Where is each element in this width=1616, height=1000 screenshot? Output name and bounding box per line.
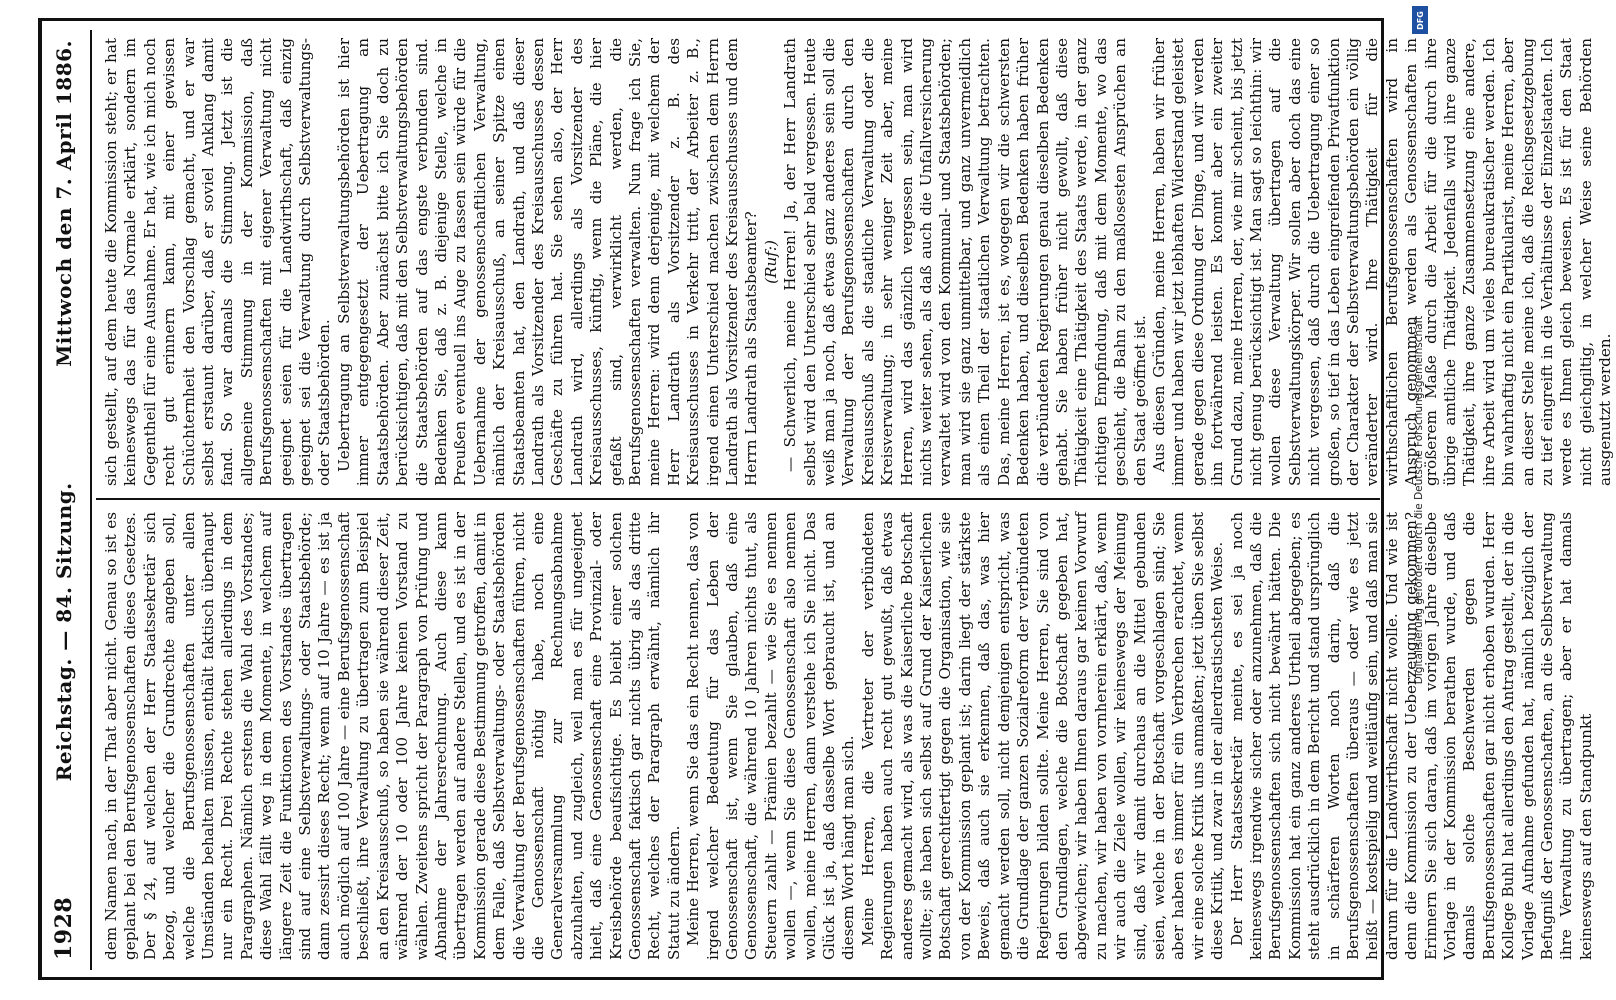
paragraph: sich gestellt, auf dem heute die Kommission steht; er hat keineswegs das für das Normale erklärt, sondern im Gegentheil für eine Ausnahme. Er hat, wie ich mich noch recht gut erinnern kann, mit einer gewissen Schüchternheit den Vorschlag gemacht, und er war selbst erstaunt darüber, daß er soviel Anklang damit fand. So war damals die Stimmung. Jetzt ist die allgemeine Stimmung in der Kommission, daß Berufsgenossenschaften mit eigener Verwaltung nicht geeignet seien für die Landwirthschaft, daß einzig geeignet sei die Verwaltung durch Selbstverwaltungs- oder Staatsbehörden.	[102, 38, 334, 486]
paragraph: Der Herr Staatssekretär meinte, es sei ja noch keineswegs irgendwie sicher oder anzunehmen, daß die Berufsgenossenschaften sich nicht bewährt hätten. Die Kommission hat ein ganz anderes Urtheil abgegeben; es steht ausdrücklich in dem Bericht und stand ursprünglich in schärferen Worten noch darin, daß die Berufsgenossenschaften überaus — oder wie es jetzt heißt — kostspielig und weitläufig sein, und daß man sie darum für die Landwirthschaft nicht wolle. Und wie ist denn die Kommission zu der Ueberzeugung gekommen? Erinnern Sie sich daran, daß im vorigen Jahre dieselbe Vorlage in der Kommission berathen wurde, und daß damals solche Beschwerden gegen die Berufsgenossenschaften gar nicht erhoben wurden. Herr Kollege Buhl hat allerdings den Antrag gestellt, der in die Vorlage Aufnahme gefunden hat, nämlich bezüglich der Befugniß der Genossenschaften, an die Selbstverwaltung ihre Verwaltung zu übertragen; aber er hat damals keineswegs auf den Standpunkt	[1227, 512, 1595, 960]
page-number: 1928	[51, 896, 77, 960]
session-date: Mittwoch den 7. April 1886.	[52, 40, 76, 367]
paragraph: Meine Herren, wenn Sie das ein Recht nennen, das von irgend welcher Bedeutung für das Leben der Genossenschaft ist, wenn Sie glauben, daß eine Genossenschaft, die während 10 Jahren nichts thut, als Steuern zahlt — Prämien bezahlt — wie Sie es nennen wollen —, wenn Sie diese Genossenschaft also nennen wollen, meine Herren, dann verstehe ich Sie nicht. Das Glück ist ja, daß dasselbe Wort gebraucht ist, und an diesem Wort hängt man sich.	[684, 512, 858, 960]
interjection: (Ruf:)	[761, 240, 780, 284]
paragraph: dem Namen nach, in der That aber nicht. Genau so ist es geplant bei den Berufsgenossenschaften dieses Gesetzes. Der § 24, auf welchen der Herr Staatssekretär sich bezog, und welcher die Grundrechte angeben soll, welche die Berufsgenossenschaften unter allen Umständen behalten müssen, enthält faktisch überhaupt nur ein Recht. Drei Rechte stehen allerdings in dem Paragraphen. Nämlich erstens die Wahl des Vorstandes; diese Wahl fällt weg in dem Momente, in welchem auf längere Zeit die Funktionen des Vorstandes übertragen sind auf eine Selbstverwaltungs- oder Staatsbehörde; dann zessirt dieses Recht; wenn auf 10 Jahre — es ist ja auch möglich auf 100 Jahre — eine Berufsgenossenschaft beschließt, ihre Verwaltung zu übertragen zum Beispiel an den Kreisausschuß, so haben sie während dieser Zeit, während der 10 oder 100 Jahre keinen Vorstand zu wählen. Zweitens spricht der Paragraph von Prüfung und Abnahme der Jahresrechnung. Auch diese kann übertragen werden auf andere Stellen, und es ist in der Kommission gerade diese Bestimmung getroffen, damit in dem Falle, daß Selbstverwaltungs- oder Staatsbehörden die Verwaltung der Berufsgenossenschaften führen, nicht die Genossenschaft nöthig habe, noch eine Generalversammlung zur Rechnungsabnahme abzuhalten, und zugleich, weil man es für ungeeignet hielt, daß eine Genossenschaft eine Provinzial- oder Kreisbehörde beaufsichtige. Es bleibt einer solchen Genossenschaft faktisch gar nichts übrig als das dritte Recht, welches der Paragraph erwähnt, nämlich ihr Statut zu ändern.	[102, 512, 683, 960]
right-column	[102, 38, 1615, 486]
page-header	[42, 40, 86, 960]
paragraph: Uebertragung an Selbstverwaltungsbehörden ist hier immer entgegengesetzt der Uebertragung an Staatsbehörden. Aber zunächst bitte ich Sie doch zu berücksichtigen, daß mit den Selbstverwaltungsbehörden die Staatsbehörden auf das engste verbunden sind. Bedenken Sie, daß z. B. diejenige Stelle, welche in Preußen eventuell ins Auge zu fassen sein würde für die Uebernahme der genossenschaftlichen Verwaltung, nämlich der Kreisausschuß, an seiner Spitze einen Staatsbeamten hat, den Landrath, und daß dieser Landrath als Vorsitzender des Kreisausschusses dessen Geschäfte zu führen hat. Sie sehen also, der Herr Landrath wird, allerdings als Vorsitzender des Kreisausschusses, künftig, wenn die Pläne, die hier gefaßt sind, verwirklicht werden, die Berufsgenossenschaften verwalten. Nun frage ich Sie, meine Herren: wird denn derjenige, mit welchem der Herr Landrath als Vorsitzender z. B. des Kreisausschusses in Verkehr tritt, der Arbeiter z. B., irgend einen Unterschied machen zwischen dem Herrn Landrath als Vorsitzender des Kreisausschusses und dem Herrn Landrath als Staatsbeamter?	[334, 38, 761, 486]
column-divider	[96, 498, 1380, 500]
dfg-logo	[1412, 6, 1428, 34]
paragraph: Aus diesen Gründen, meine Herren, haben wir früher immer und haben wir jetzt lebhaften Widerstand geleistet gerade gegen diese Ordnung der Dinge, und wir werden ihn fortwährend leisten. Es kommt aber ein zweiter Grund dazu, meine Herren, der, wie mir scheint, bis jetzt nicht genug berücksichtigt ist. Man sagt so leichthin: wir wollen diese Verwaltung übertragen auf die Selbstverwaltungskörper. Wir sollen aber doch das eine nicht vergessen, daß durch die Uebertragung einer so großen, so tief in das Leben eingreifenden Privatfunktion der Charakter der Selbstverwaltungsbehörden ein völlig veränderter wird. Ihre Thätigkeit für die wirthschaftlichen Berufsgenossenschaften wird in Anspruch genommen werden als Genossenschaften in größerem Maße durch die Arbeit für die durch ihre übrige amtliche Thätigkeit. Jedenfalls wird ihre ganze Thätigkeit, ihre ganze Zusammensetzung eine andere, ihre Arbeit wird um vieles bureaukratischer werden. Ich bin wahrhaftig nicht ein Partikularist, meine Herren, aber an dieser Stelle meine ich, daß die Reichsgesetzgebung zu tief eingreift in die Verhältnisse der Einzelstaaten. Ich werde es Ihnen gleich beweisen. Es ist für den Staat nicht gleichgiltig, in welcher Weise seine Behörden ausgenutzt werden.	[1149, 38, 1615, 486]
header-rule	[90, 30, 92, 970]
left-column	[102, 512, 1595, 960]
paragraph: Meine Herren, die Vertreter der verbündeten Regierungen haben auch recht gut gewußt, daß etwas anderes gemacht wird, als was die Kaiserliche Botschaft wollte; sie haben sich selbst auf Grund der Kaiserlichen Botschaft gerechtfertigt gegen die Organisation, wie sie von der Kommission geplant ist; darin liegt der stärkste Beweis, daß auch sie erkennen, daß das, was hier gemacht werden soll, nicht demjenigen entspricht, was die Grundlage der ganzen Sozialreform der verbündeten Regierungen bilden sollte. Meine Herren, Sie sind von den Grundlagen, welche die Botschaft gegeben hat, abgewichen; wir haben Ihnen daraus gar keinen Vorwurf zu machen, wir haben von vornherein erklärt, daß, wenn wir auch die Ziele wollen, wir keineswegs der Meinung sind, daß wir damit durchaus an die Mittel gebunden seien, welche in der Botschaft vorgeschlagen sind; Sie aber haben es immer für ein Verbrechen erachtet, wenn wir eine solche Kritik uns anmaßten; jetzt üben Sie selbst diese Kritik, und zwar in der allerdrastischsten Weise.	[858, 512, 1227, 960]
dfg-logo-text: DFG	[1415, 10, 1425, 30]
paragraph: — Schwerlich, meine Herren! Ja, der Herr Landrath selbst wird den Unterschied sehr bald vergessen. Heute weiß man ja noch, daß etwas ganz anderes sein soll die Verwaltung der Berufsgenossenschaften durch den Kreisausschuß als die staatliche Verwaltung oder die Kreisverwaltung; in sehr weniger Zeit aber, meine Herren, wird das gänzlich vergessen sein, man wird nichts weiter sehen, als daß auch die Unfallversicherung verwaltet wird von den Kommunal- und Staatsbehörden; man wird sie ganz unmittelbar, und ganz unvermeidlich als einen Theil der staatlichen Verwaltung betrachten. Das, meine Herren, ist es, wogegen wir die schwersten Bedenken haben, und dieselben Bedenken haben früher die verbündeten Regierungen genau dieselben Bedenken gehabt. Sie haben früher nicht gewollt, daß diese Thätigkeit eine Thätigkeit des Staats werde, in der ganz richtigen Empfindung, daß mit dem Momente, wo das geschieht, die Bahn zu den maßlosesten Ansprüchen an den Staat geöffnet ist.	[781, 38, 1149, 486]
digitization-note-text: Digitalisierung gefördert durch die Deutsche Forschungsgemeinschaft	[1413, 315, 1426, 685]
session-title: Reichstag. — 84. Sitzung.	[52, 482, 76, 782]
